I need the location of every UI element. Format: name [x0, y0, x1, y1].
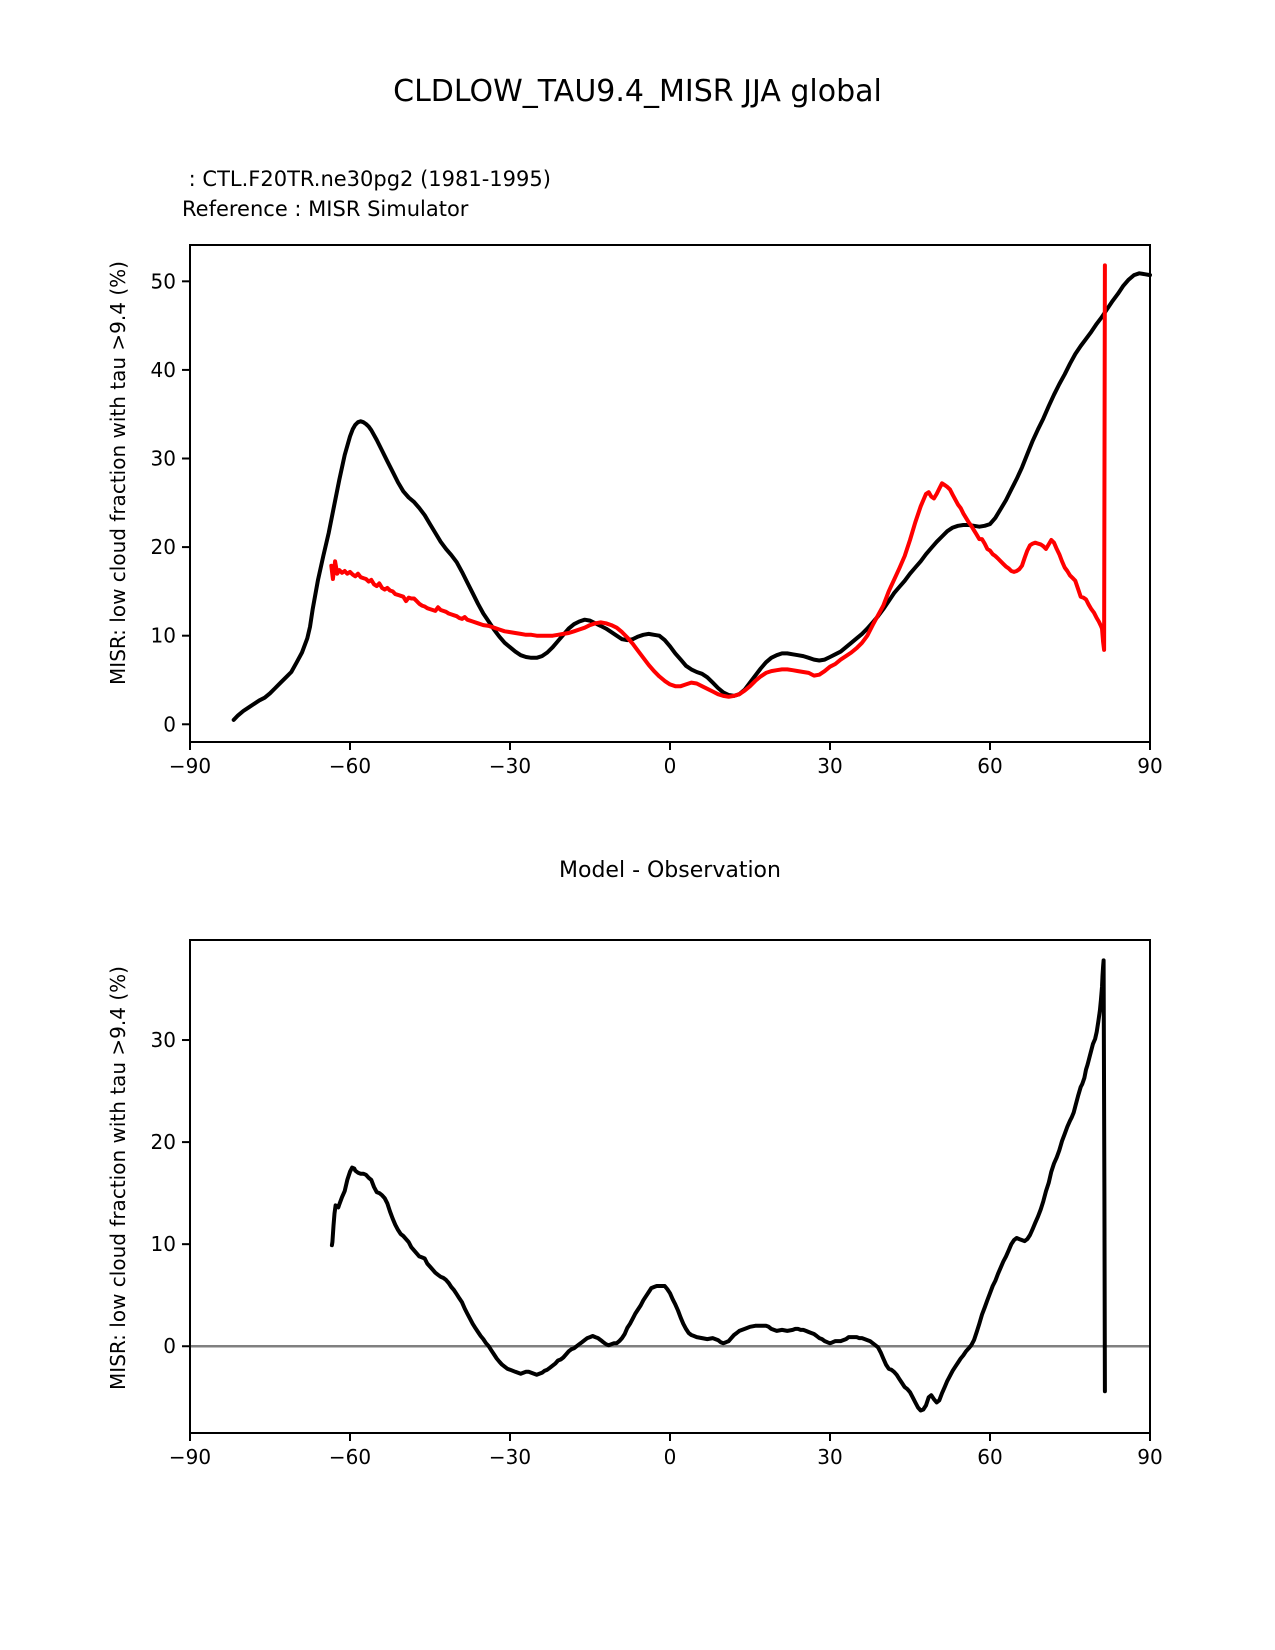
x-tick-label: −90 [168, 1445, 212, 1469]
y-tick-label: 10 [150, 1232, 176, 1257]
x-tick-label: 30 [817, 1445, 843, 1469]
x-tick-label: 30 [817, 754, 843, 778]
legend-reference-label: Reference : MISR Simulator [182, 197, 469, 221]
reference-curve [331, 265, 1105, 696]
y-tick-label: 30 [150, 1028, 176, 1053]
plot-border [190, 940, 1150, 1433]
x-tick-label: 60 [977, 754, 1003, 778]
legend-model-label: : CTL.F20TR.ne30pg2 (1981-1995) [182, 167, 551, 191]
axes-top [151, 245, 1163, 778]
difference-plot-title: Model - Observation [559, 858, 781, 883]
y-tick-label: 0 [163, 712, 176, 737]
x-tick-label: 60 [977, 1445, 1003, 1469]
x-tick-label: −60 [328, 754, 372, 778]
difference-curve [332, 960, 1105, 1410]
figure-title: CLDLOW_TAU9.4_MISR JJA global [393, 74, 882, 109]
top-y-axis-label: MISR: low cloud fraction with tau >9.4 (%) [106, 261, 130, 685]
y-tick-label: 10 [150, 623, 176, 648]
x-tick-label: 90 [1137, 754, 1163, 778]
y-tick-label: 20 [150, 535, 176, 560]
y-tick-label: 20 [150, 1130, 176, 1155]
bottom-y-axis-label: MISR: low cloud fraction with tau >9.4 (%) [106, 966, 130, 1390]
x-tick-label: −90 [168, 754, 212, 778]
x-tick-label: 0 [663, 1445, 677, 1469]
x-tick-label: −60 [328, 1445, 372, 1469]
x-tick-label: 0 [663, 754, 677, 778]
y-tick-label: 40 [150, 357, 176, 382]
x-tick-label: 90 [1137, 1445, 1163, 1469]
y-tick-label: 0 [163, 1334, 176, 1359]
y-tick-label: 50 [150, 269, 176, 294]
x-tick-label: −30 [488, 1445, 532, 1469]
y-tick-label: 30 [150, 446, 176, 471]
plot-border [190, 245, 1150, 742]
model-curve [234, 273, 1150, 720]
axes-bottom [151, 940, 1163, 1469]
x-tick-label: −30 [488, 754, 532, 778]
